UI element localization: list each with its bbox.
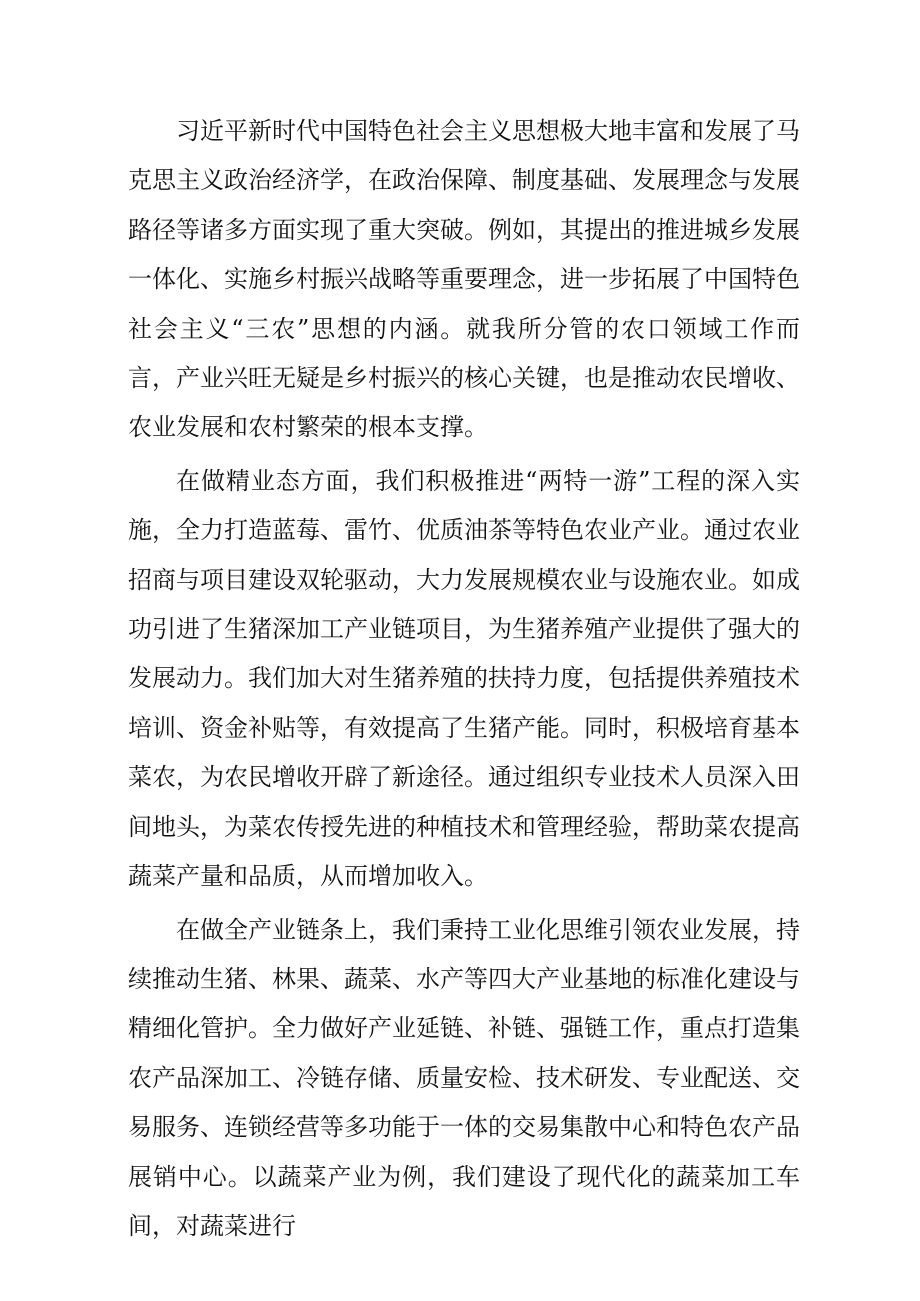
document-page <box>128 107 800 1255</box>
paragraph-intro: 习近平新时代中国特色社会主义思想极大地丰富和发展了马克思主义政治经济学，在政治保障、制度基础、发展理念与发展路径等诸多方面实现了重大突破。例如，其提出的推进城乡发展一体化、实施乡村振兴战略等重要理念，进一步拓展了中国特色社会主义“三农”思想的内涵。就我所分管的农口领域工作而言，产业兴旺无疑是乡村振兴的核心关键，也是推动农民增收、农业发展和农村繁荣的根本支撑。 <box>128 117 800 442</box>
paragraph-industry-chain: 在做全产业链条上，我们秉持工业化思维引领农业发展，持续推动生猪、林果、蔬菜、水产等四大产业基地的标准化建设与精细化管护。全力做好产业延链、补链、强链工作，重点打造集农产品深加工、冷链存储、质量安检、技术研发、专业配送、交易服务、连锁经营等多功能于一体的交易集散中心和特色农产品展销中心。以蔬菜产业为例，我们建设了现代化的蔬菜加工车间，对蔬菜进行 <box>128 915 800 1240</box>
paragraph-business-format: 在做精业态方面，我们积极推进“两特一游”工程的深入实施，全力打造蓝莓、雷竹、优质油茶等特色农业产业。通过农业招商与项目建设双轮驱动，大力发展规模农业与设施农业。如成功引进了生猪深加工产业链项目，为生猪养殖产业提供了强大的发展动力。我们加大对生猪养殖的扶持力度，包括提供养殖技术培训、资金补贴等，有效提高了生猪产能。同时，积极培育基本菜农，为农民增收开辟了新途径。通过组织专业技术人员深入田间地头，为菜农传授先进的种植技术和管理经验，帮助菜农提高蔬菜产量和品质，从而增加收入。 <box>128 466 800 891</box>
